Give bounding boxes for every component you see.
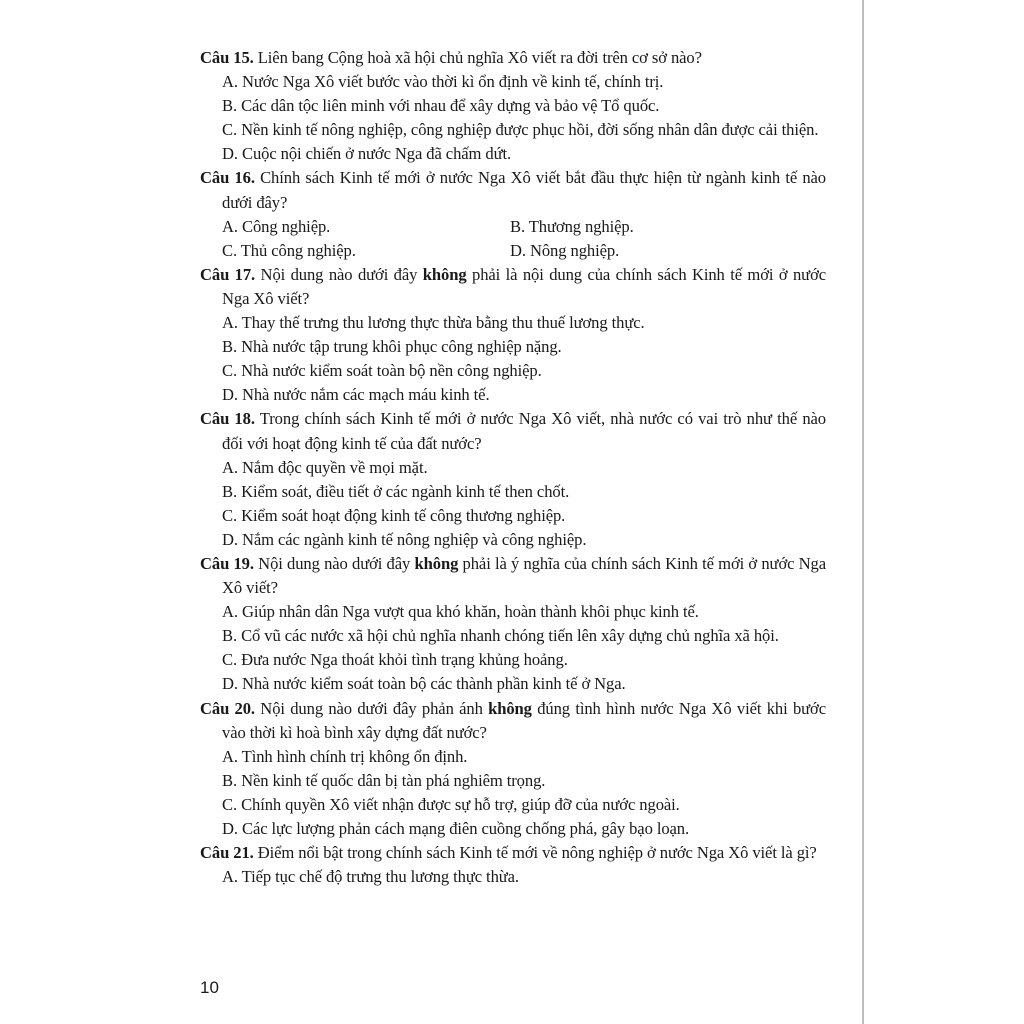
- answer-option: D. Nắm các ngành kinh tế nông nghiệp và công nghiệp.: [222, 529, 587, 549]
- question-block: [200, 841, 826, 889]
- answer-option: C. Đưa nước Nga thoát khỏi tình trạng khủng hoảng.: [222, 650, 568, 670]
- question-stem: [200, 166, 826, 214]
- question-text: Chính sách Kinh tế mới ở nước Nga Xô viết bắt đầu thực hiện từ ngành kinh tế nào dưới đây?: [222, 168, 826, 212]
- answer-option: C. Nền kinh tế nông nghiệp, công nghiệp được phục hồi, đời sống nhân dân được cải thiện.: [222, 120, 819, 140]
- option-row: [200, 239, 826, 263]
- question-block: [200, 263, 826, 408]
- question-label: Câu 20.: [200, 698, 255, 718]
- question-stem: [200, 46, 826, 70]
- option-row: [200, 215, 826, 239]
- question-text: đúng tình hình nước Nga Xô viết khi bước vào thời kì hoà bình xây dựng đất nước?: [222, 698, 826, 742]
- page-number: 10: [200, 978, 219, 997]
- question-label: Câu 18.: [200, 409, 255, 429]
- page-edge-divider: [862, 0, 864, 1024]
- answer-option: C. Chính quyền Xô viết nhận được sự hỗ trợ, giúp đỡ của nước ngoài.: [222, 794, 680, 814]
- question-text: Điểm nổi bật trong chính sách Kinh tế mới về nông nghiệp ở nước Nga Xô viết là gì?: [253, 843, 817, 863]
- answer-option: A. Nắm độc quyền về mọi mặt.: [222, 457, 428, 477]
- question-stem: [200, 552, 826, 600]
- answer-option: C. Thủ công nghiệp.: [222, 240, 356, 260]
- question-label: Câu 16.: [200, 168, 255, 188]
- question-block: [200, 552, 826, 697]
- question-stem: [200, 841, 826, 865]
- question-label: Câu 17.: [200, 264, 256, 284]
- answer-option: B. Nhà nước tập trung khôi phục công nghiệp nặng.: [222, 337, 562, 357]
- question-text: phải là ý nghĩa của chính sách Kinh tế mới ở nước Nga Xô viết?: [222, 553, 827, 598]
- question-emphasis: không: [422, 264, 467, 284]
- answer-option: D. Nông nghiệp.: [510, 240, 620, 260]
- answer-option: D. Nhà nước nắm các mạch máu kinh tế.: [222, 385, 490, 405]
- question-stem: [200, 263, 826, 311]
- question-label: Câu 15.: [200, 48, 254, 67]
- question-block: [200, 46, 826, 166]
- question-text: phải là nội dung của chính sách Kinh tế mới ở nước Nga Xô viết?: [222, 264, 827, 308]
- answer-option: D. Nhà nước kiểm soát toàn bộ các thành phần kinh tế ở Nga.: [222, 674, 626, 694]
- answer-option: A. Tình hình chính trị không ổn định.: [222, 746, 468, 766]
- question-block: [200, 166, 826, 262]
- question-emphasis: không: [488, 698, 532, 718]
- answer-option: B. Các dân tộc liên minh với nhau để xây dựng và bảo vệ Tổ quốc.: [222, 96, 660, 116]
- question-text: Trong chính sách Kinh tế mới ở nước Nga Xô viết, nhà nước có vai trò như thế nào đối với hoạt động kinh tế của đất nước?: [222, 409, 826, 453]
- question-text: Nội dung nào dưới đây: [253, 553, 415, 573]
- question-block: [200, 407, 826, 552]
- answer-option: C. Kiểm soát hoạt động kinh tế công thương nghiệp.: [222, 505, 566, 525]
- question-label: Câu 19.: [200, 553, 254, 573]
- answer-option: A. Nước Nga Xô viết bước vào thời kì ổn định về kinh tế, chính trị.: [222, 72, 664, 92]
- answer-option: C. Nhà nước kiểm soát toàn bộ nền công nghiệp.: [222, 361, 542, 381]
- question-emphasis: không: [414, 553, 459, 573]
- answer-option: A. Công nghiệp.: [222, 216, 331, 236]
- question-stem: [200, 407, 826, 455]
- question-block: [200, 697, 826, 842]
- answer-option: B. Nền kinh tế quốc dân bị tàn phá nghiêm trọng.: [222, 770, 546, 790]
- answer-option: A. Thay thế trưng thu lương thực thừa bằng thu thuế lương thực.: [222, 313, 645, 333]
- answer-option: B. Kiểm soát, điều tiết ở các ngành kinh tế then chốt.: [222, 481, 570, 501]
- answer-option: B. Cổ vũ các nước xã hội chủ nghĩa nhanh chóng tiến lên xây dựng chủ nghĩa xã hội.: [222, 626, 779, 646]
- answer-option: A. Tiếp tục chế độ trưng thu lương thực thừa.: [222, 867, 519, 887]
- answer-option: B. Thương nghiệp.: [510, 216, 634, 236]
- answer-option: D. Cuộc nội chiến ở nước Nga đã chấm dứt.: [222, 144, 512, 164]
- answer-option: A. Giúp nhân dân Nga vượt qua khó khăn, hoàn thành khôi phục kinh tế.: [222, 602, 699, 622]
- question-text: Nội dung nào dưới đây: [255, 264, 423, 284]
- question-list: [200, 46, 826, 889]
- question-stem: [200, 697, 826, 745]
- question-label: Câu 21.: [200, 843, 254, 863]
- answer-option: D. Các lực lượng phản cách mạng điên cuồng chống phá, gây bạo loạn.: [222, 819, 690, 838]
- question-text: Liên bang Cộng hoà xã hội chủ nghĩa Xô viết ra đời trên cơ sở nào?: [253, 48, 702, 67]
- question-text: Nội dung nào dưới đây phản ánh: [254, 698, 489, 718]
